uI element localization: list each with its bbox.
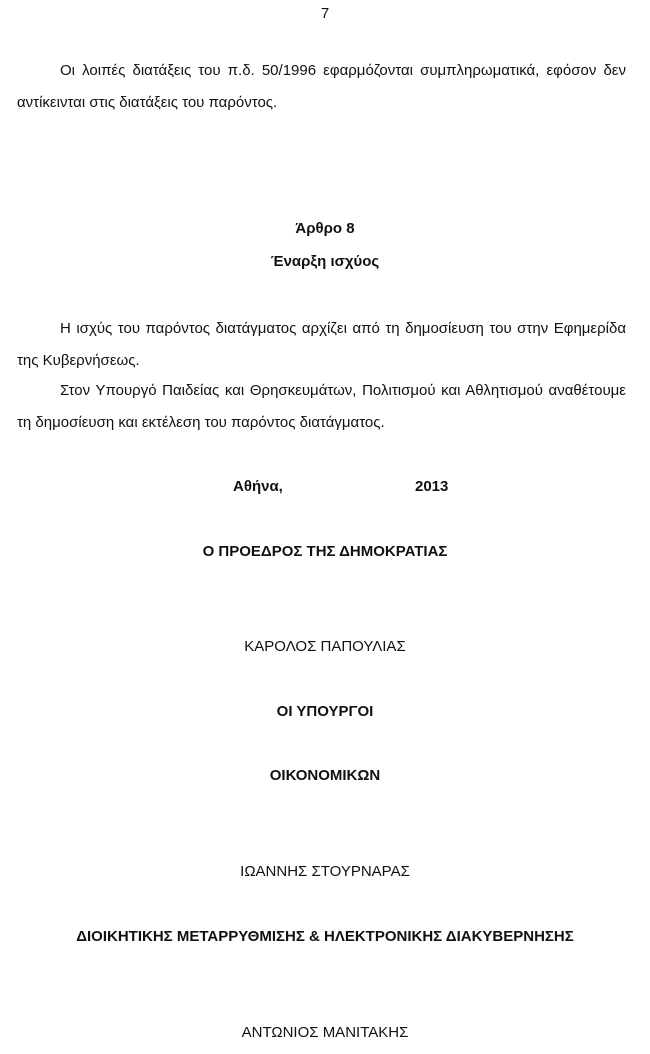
- date-city: Αθήνα,: [233, 478, 283, 495]
- article-title: Έναρξη ισχύος: [270, 253, 380, 270]
- ministry-admin-reform-title: ΔΙΟΙΚΗΤΙΚΗΣ ΜΕΤΑΡΡΥΘΜΙΣΗΣ & ΗΛΕΚΤΡΟΝΙΚΗΣ ΔΙΑΚΥΒΕΡΝΗΣΗΣ: [76, 928, 574, 945]
- intro-paragraph: [17, 55, 626, 119]
- intro-paragraph-text: Οι λοιπές διατάξεις του π.δ. 50/1996 εφαρμόζονται συμπληρωματικά, εφόσον δεν αντίκεινται στις διατάξεις του παρόντος.: [17, 62, 626, 111]
- ministry-admin-reform-minister: ΑΝΤΩΝΙΟΣ ΜΑΝΙΤΑΚΗΣ: [241, 1024, 409, 1041]
- article-paragraph-1: [17, 313, 626, 377]
- president-name: ΚΑΡΟΛΟΣ ΠΑΠΟΥΛΙΑΣ: [244, 638, 406, 655]
- president-title: Ο ΠΡΟΕΔΡΟΣ ΤΗΣ ΔΗΜΟΚΡΑΤΙΑΣ: [202, 543, 448, 560]
- article-number: Άρθρο 8: [295, 220, 355, 237]
- ministers-heading: ΟΙ ΥΠΟΥΡΓΟΙ: [276, 703, 374, 720]
- ministry-finance-minister: ΙΩΑΝΝΗΣ ΣΤΟΥΡΝΑΡΑΣ: [240, 863, 410, 880]
- date-year: 2013: [415, 478, 449, 495]
- article-paragraph-1-text: Η ισχύς του παρόντος διατάγματος αρχίζει από τη δημοσίευση του στην Εφημερίδα της Κυβερνήσεως.: [17, 320, 626, 369]
- article-paragraph-2: [17, 375, 626, 439]
- ministry-finance-title: ΟΙΚΟΝΟΜΙΚΩΝ: [269, 767, 381, 784]
- article-paragraph-2-text: Στον Υπουργό Παιδείας και Θρησκευμάτων, Πολιτισμού και Αθλητισμού αναθέτουμε τη δημοσίευση και εκτέλεση του παρόντος διατάγματος.: [17, 382, 626, 431]
- page-number: 7: [320, 5, 330, 22]
